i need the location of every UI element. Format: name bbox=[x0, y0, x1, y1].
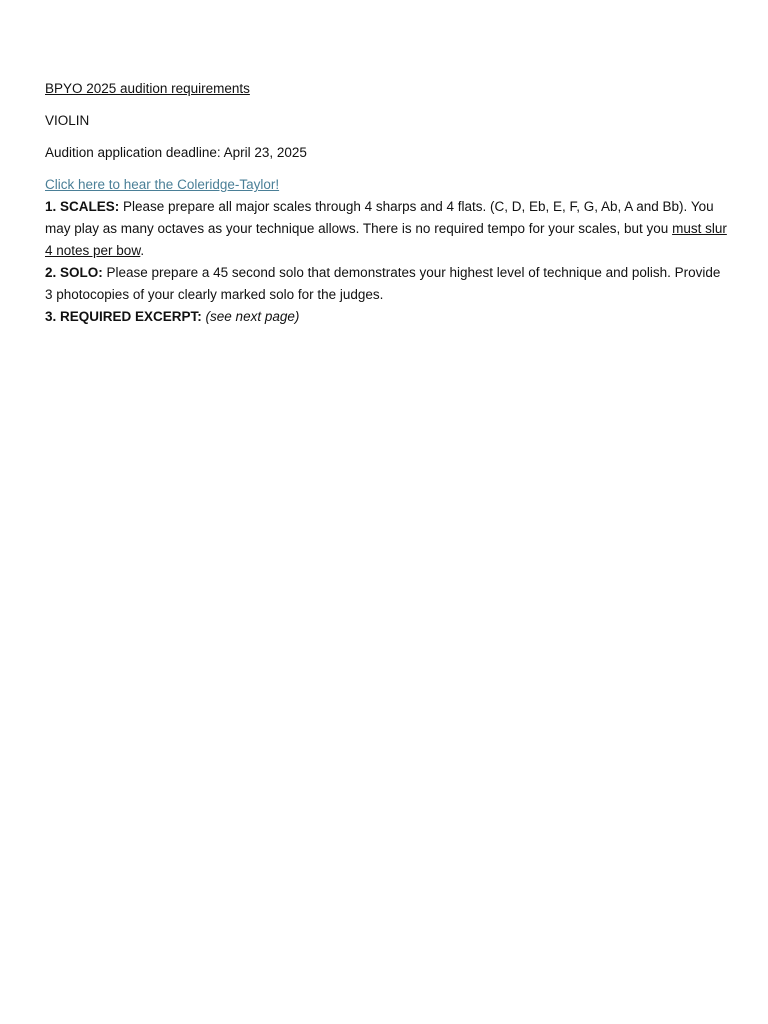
audio-link-line bbox=[45, 174, 729, 196]
excerpt-note: (see next page) bbox=[205, 309, 300, 324]
solo-label: 2. SOLO: bbox=[45, 265, 103, 280]
deadline-text: Audition application deadline: April 23, 2025 bbox=[45, 145, 307, 160]
scales-label: 1. SCALES: bbox=[45, 199, 120, 214]
document-title: BPYO 2025 audition requirements bbox=[45, 81, 250, 96]
scales-emphasis: must slur 4 notes per bow bbox=[45, 221, 727, 258]
excerpt-paragraph bbox=[45, 306, 729, 328]
coleridge-taylor-link[interactable]: Click here to hear the Coleridge-Taylor! bbox=[45, 177, 280, 192]
solo-paragraph bbox=[45, 262, 729, 306]
scales-paragraph bbox=[45, 196, 729, 262]
excerpt-label: 3. REQUIRED EXCERPT: bbox=[45, 309, 202, 324]
solo-text: Please prepare a 45 second solo that demonstrates your highest level of technique and polish. Provide 3 photocopies of your clearly marked solo for the judges. bbox=[45, 265, 721, 302]
instrument-heading: VIOLIN bbox=[45, 113, 90, 128]
scales-end: . bbox=[140, 243, 145, 258]
document-page bbox=[45, 78, 729, 328]
scales-text: Please prepare all major scales through 4 sharps and 4 flats. (C, D, Eb, E, F, G, Ab, A and Bb). You may play as many octaves as your technique allows. There is no required tempo for your scales, but you bbox=[45, 199, 714, 236]
